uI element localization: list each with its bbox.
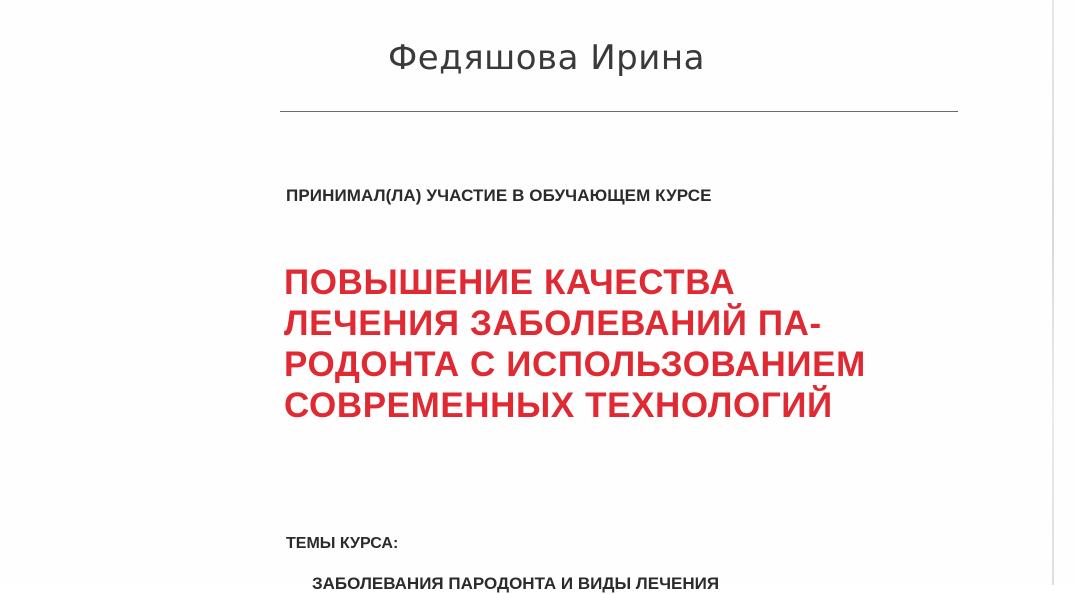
course-title-line: ПОВЫШЕНИЕ КАЧЕСТВА [284,263,736,302]
participation-statement: ПРИНИМАЛ(ЛА) УЧАСТИЕ В ОБУЧАЮЩЕМ КУРСЕ [286,186,712,205]
topic-item: ЗАБОЛЕВАНИЯ ПАРОДОНТА И ВИДЫ ЛЕЧЕНИЯ [312,574,720,593]
scan-edge [1052,0,1054,585]
topics-heading: ТЕМЫ КУРСА: [286,535,399,552]
recipient-name: Федяшова Ирина [388,38,705,78]
name-underline [280,111,958,112]
course-title-line: РОДОНТА С ИСПОЛЬЗОВАНИЕМ [284,345,866,384]
course-title [284,262,984,426]
course-title-line: СОВРЕМЕННЫХ ТЕХНОЛОГИЙ [284,386,833,425]
course-title-line: ЛЕЧЕНИЯ ЗАБОЛЕВАНИЙ ПА- [284,304,822,343]
